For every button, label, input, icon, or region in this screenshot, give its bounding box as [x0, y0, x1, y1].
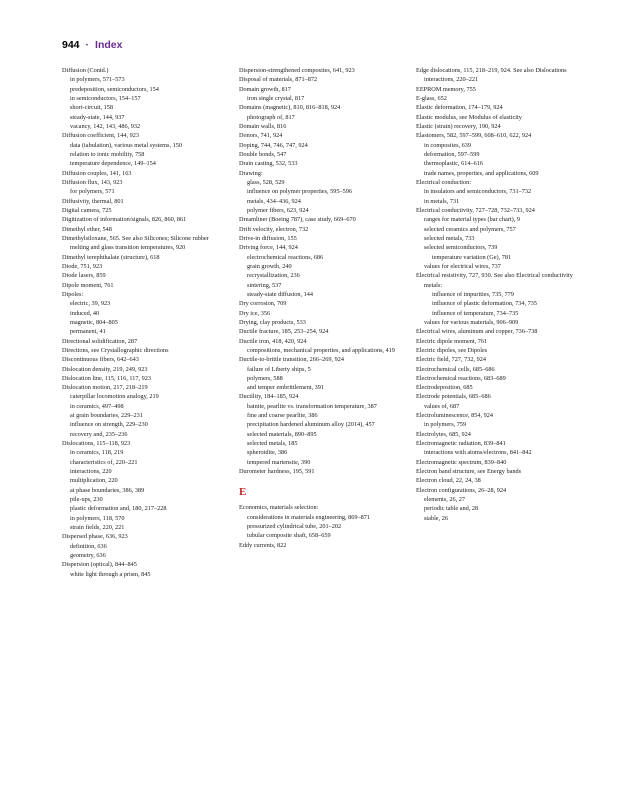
index-column-1	[62, 66, 232, 579]
index-entry: Domain growth, 817	[239, 85, 291, 93]
index-subentry: ranges for material types (bar chart), 9	[424, 216, 520, 224]
index-subentry: in composites, 639	[424, 141, 472, 149]
index-entry: Drain casting, 532, 533	[239, 160, 298, 168]
index-subentry: temperature dependence, 149–154	[70, 160, 156, 168]
index-subentry: in metals, 731	[424, 197, 460, 205]
index-entry: Dipoles:	[62, 290, 84, 298]
index-subentry: tempered martensite, 390	[247, 458, 311, 466]
index-subentry: steady-state, 144, 937	[70, 113, 125, 121]
index-entry: Economics, materials selection:	[239, 504, 319, 512]
index-subentry: short-circuit, 158	[70, 104, 114, 112]
index-subentry: metals, 434–436, 924	[247, 197, 301, 205]
index-subentry: polymer fibers, 623, 924	[247, 206, 309, 214]
index-subentry: sintering, 537	[247, 281, 282, 289]
index-subentry: at phase boundaries, 386, 389	[70, 486, 145, 494]
index-subentry: values for various materials, 906–909	[424, 318, 519, 326]
index-entry: Ductility, 184–185, 924	[239, 393, 299, 401]
index-subentry: multiplication, 220	[70, 477, 118, 485]
index-subentry: glass, 528, 529	[247, 178, 285, 186]
index-entry: Dipole moment, 761	[62, 281, 114, 289]
index-entry: Diffusion (Contd.)	[62, 67, 109, 74]
page-number: 944	[62, 39, 80, 51]
index-subentry: failure of Liberty ships, 5	[247, 365, 311, 373]
index-subentry: at grain boundaries, 229–231	[70, 412, 143, 420]
index-entry: Diffusivity, thermal, 801	[62, 197, 124, 205]
index-subentry: values for electrical wires, 737	[424, 262, 501, 270]
index-entry: Electron configurations, 26–28, 924	[416, 486, 507, 494]
index-subentry: permanent, 41	[70, 328, 106, 336]
index-subentry: grain growth, 240	[247, 262, 292, 270]
index-entry: Electron cloud, 22, 24, 38	[416, 477, 481, 485]
index-subentry: in polymers, 571–573	[70, 76, 125, 84]
index-subentry: deformation, 597–599	[424, 150, 480, 158]
index-entry: Electrical conduction:	[416, 178, 472, 186]
index-subentry: magnetic, 804–805	[70, 318, 118, 326]
index-entry: Elastic (strain) recovery, 190, 924	[416, 122, 501, 130]
index-entry: E-glass, 652	[416, 94, 447, 102]
index-entry: Diffusion coefficient, 144, 923	[62, 132, 140, 140]
index-subentry: in polymers, 759	[424, 421, 467, 429]
index-entry: Dislocation line, 115, 116, 117, 923	[62, 374, 152, 382]
index-subentry: interactions, 220–221	[424, 76, 479, 84]
index-subentry: caterpillar locomotion analogy, 219	[70, 393, 159, 401]
index-entry: Directional solidification, 287	[62, 337, 138, 345]
index-subentry: for polymers, 571	[70, 188, 115, 196]
index-entry: Ductile iron, 418, 420, 924	[239, 337, 307, 345]
index-subentry: characteristics of, 220–221	[70, 458, 138, 466]
index-subentry: relation to ionic mobility, 758	[70, 150, 145, 158]
index-subentry: influence of impurities, 735, 779	[432, 290, 514, 298]
index-entry: Durometer hardness, 195, 591	[239, 468, 315, 476]
index-subentry: recovery and, 235–236	[70, 430, 128, 438]
index-subentry: compositions, mechanical properties, and applications, 419	[247, 346, 395, 354]
index-subentry: recrystallization, 236	[247, 272, 300, 280]
index-subentry: electric, 39, 923	[70, 300, 111, 308]
index-entry: Electric dipole moment, 761	[416, 337, 488, 345]
index-subentry: selected metals, 185	[247, 440, 298, 448]
index-entry: Elastic deformation, 174–179, 924	[416, 104, 503, 112]
index-subentry: photograph of, 817	[247, 113, 295, 121]
index-entry: Dispersed phase, 636, 923	[62, 533, 128, 541]
index-entry: Electromagnetic spectrum, 839–840	[416, 458, 507, 466]
index-subentry: influence of plastic deformation, 734, 735	[432, 300, 538, 308]
index-entry: Driving force, 144, 924	[239, 244, 298, 252]
index-subentry: geometry, 636	[70, 552, 106, 560]
index-entry: Electron band structure, see Energy bands	[416, 468, 522, 476]
index-entry: Diffusion flux, 143, 923	[62, 178, 123, 186]
index-entry: Electrode potentials, 685–686	[416, 393, 491, 401]
index-entry: Ductile-to-brittle transition, 266–269, 924	[239, 356, 345, 364]
index-subentry: steady-state diffusion, 144	[247, 290, 314, 298]
index-entry: Dislocations, 115–118, 923	[62, 440, 131, 448]
header-title: Index	[95, 39, 123, 51]
index-entry: Electroluminescence, 854, 924	[416, 412, 494, 420]
index-entry: Electric dipoles, see Dipoles	[416, 346, 488, 354]
index-subentry: in ceramics, 497–498	[70, 402, 124, 410]
index-subentry: predeposition, semiconductors, 154	[70, 85, 159, 93]
index-entry: EEPROM memory, 755	[416, 85, 476, 93]
index-entry: Dispersion-strengthened composites, 641, 923	[239, 67, 355, 74]
index-subentry: stable, 26	[424, 514, 448, 522]
index-entry: Doping, 744, 746, 747, 924	[239, 141, 308, 149]
index-entry: Dislocation motion, 217, 218–219	[62, 384, 148, 392]
index-subentry: periodic table and, 28	[424, 505, 479, 513]
index-entry: Drying, clay products, 533	[239, 318, 306, 326]
index-subentry: selected metals, 733	[424, 234, 475, 242]
index-column-2	[239, 66, 409, 550]
index-entry: Disposal of materials, 871–872	[239, 76, 318, 84]
index-entry: Electrochemical cells, 685–686	[416, 365, 495, 373]
index-subentry: selected semiconductors, 739	[424, 244, 498, 252]
index-entry: Dislocation density, 219, 249, 923	[62, 365, 148, 373]
index-entry: Directions, see Crystallographic directions	[62, 346, 169, 354]
index-entry: Eddy currents, 822	[239, 541, 287, 549]
index-subentry: in semiconductors, 154–157	[70, 94, 141, 102]
index-entry: Dimethylsiloxane, 565. See also Silicones; Silicone rubber	[62, 234, 209, 242]
index-subentry: considerations in materials engineering, 869–871	[247, 513, 371, 521]
index-subentry: in polymers, 118, 570	[70, 514, 125, 522]
index-entry: Dry ice, 356	[239, 309, 271, 317]
index-subentry: melting and glass transition temperatures, 920	[70, 244, 186, 252]
index-subentry: values of, 687	[424, 402, 460, 410]
index-entry: Dry corrosion, 709	[239, 300, 287, 308]
index-entry: Electric field, 727, 732, 924	[416, 356, 486, 364]
index-subentry: in ceramics, 118, 219	[70, 449, 124, 457]
index-entry: Electrodeposition, 685	[416, 384, 473, 392]
index-subentry: precipitation hardened aluminum alloy (2014), 457	[247, 421, 375, 429]
index-subentry: influence of temperature, 734–735	[432, 309, 519, 317]
index-subentry: interactions with atoms/electrons, 841–842	[424, 449, 532, 457]
index-column-3	[416, 66, 586, 523]
index-entry: Edge dislocations, 115, 218–219, 924. See also Dislocations	[416, 67, 567, 74]
index-entry: Diode, 751, 923	[62, 262, 103, 270]
index-subentry: elements, 26, 27	[424, 496, 465, 504]
index-entry: Elastomers, 582, 597–599, 608–610, 622, 924	[416, 132, 532, 140]
index-subentry: white light through a prism, 845	[70, 570, 151, 578]
index-subentry: in insulators and semiconductors, 731–732	[424, 188, 532, 196]
index-entry: Donors, 741, 924	[239, 132, 283, 140]
index-subentry: bainite, pearlite vs. transformation temperature, 387	[247, 402, 377, 410]
index-subentry: polymers, 588	[247, 374, 283, 382]
index-subentry: metals:	[424, 281, 443, 289]
header-separator: ·	[85, 39, 90, 51]
index-entry: Digital camera, 725	[62, 206, 112, 214]
index-subentry: temperature variation (Ge), 781	[432, 253, 512, 261]
index-entry: Electrical resistivity, 727, 930. See also Electrical conductivity	[416, 272, 573, 280]
index-entry: Dreamliner (Boeing 787), case study, 669–670	[239, 216, 356, 224]
index-entry: Electromagnetic radiation, 839–841	[416, 440, 506, 448]
index-subentry: fine and coarse pearlite, 386	[247, 412, 318, 420]
index-subentry: pressurized cylindrical tube, 201–202	[247, 523, 342, 531]
index-subentry: thermoplastic, 614–616	[424, 160, 484, 168]
index-entry: Double bonds, 547	[239, 150, 287, 158]
index-entry: Diffusion couples, 141, 163	[62, 169, 132, 177]
index-entry: Electrochemical reactions, 683–689	[416, 374, 506, 382]
index-subentry: selected ceramics and polymers, 757	[424, 225, 516, 233]
index-subentry: induced, 40	[70, 309, 100, 317]
index-entry: Domain walls, 816	[239, 122, 287, 130]
index-subentry: strain fields, 220, 221	[70, 524, 125, 532]
index-subentry: iron single crystal, 817	[247, 94, 305, 102]
index-subentry: interactions, 220	[70, 468, 112, 476]
index-subentry: data (tabulation), various metal systems, 150	[70, 141, 182, 149]
index-entry: Domains (magnetic), 810, 816–818, 924	[239, 104, 341, 112]
index-entry: Ductile fracture, 185, 253–254, 924	[239, 328, 329, 336]
index-subentry: electrochemical reactions, 686	[247, 253, 324, 261]
page-header	[62, 39, 122, 51]
index-entry: Drawing:	[239, 169, 263, 177]
index-subentry: influence on polymer properties, 595–596	[247, 188, 353, 196]
index-entry: Electrolytes, 685, 924	[416, 430, 471, 438]
section-letter: E	[239, 486, 247, 499]
index-entry: Discontinuous fibers, 642–643	[62, 356, 139, 364]
index-subentry: plastic deformation and, 180, 217–228	[70, 505, 167, 513]
index-entry: Electrical conductivity, 727–728, 732–733, 924	[416, 206, 535, 214]
index-entry: Dispersion (optical), 844–845	[62, 561, 137, 569]
index-subentry: spheroidite, 386	[247, 449, 288, 457]
index-entry: Electrical wires, aluminum and copper, 736–738	[416, 328, 538, 336]
index-entry: Drive-in diffusion, 155	[239, 234, 297, 242]
index-entry: Drift velocity, electron, 732	[239, 225, 309, 233]
index-entry: Elastic modulus, see Modulus of elasticity	[416, 113, 522, 121]
index-subentry: vacancy, 142, 143, 486, 932	[70, 122, 141, 130]
index-subentry: tubular composite shaft, 658–659	[247, 532, 331, 540]
index-subentry: influence on strength, 229–230	[70, 421, 148, 429]
index-subentry: definition, 636	[70, 542, 107, 550]
index-entry: Dimethyl ether, 548	[62, 225, 112, 233]
index-subentry: pile-ups, 230	[70, 496, 103, 504]
index-entry: Digitization of information/signals, 826, 860, 861	[62, 216, 187, 224]
index-subentry: and temper embrittlement, 391	[247, 384, 325, 392]
index-entry: Diode lasers, 859	[62, 272, 106, 280]
index-subentry: trade names, properties, and applications, 609	[424, 169, 539, 177]
index-entry: Dimethyl terephthalate (structure), 618	[62, 253, 160, 261]
index-subentry: selected materials, 890–895	[247, 430, 317, 438]
